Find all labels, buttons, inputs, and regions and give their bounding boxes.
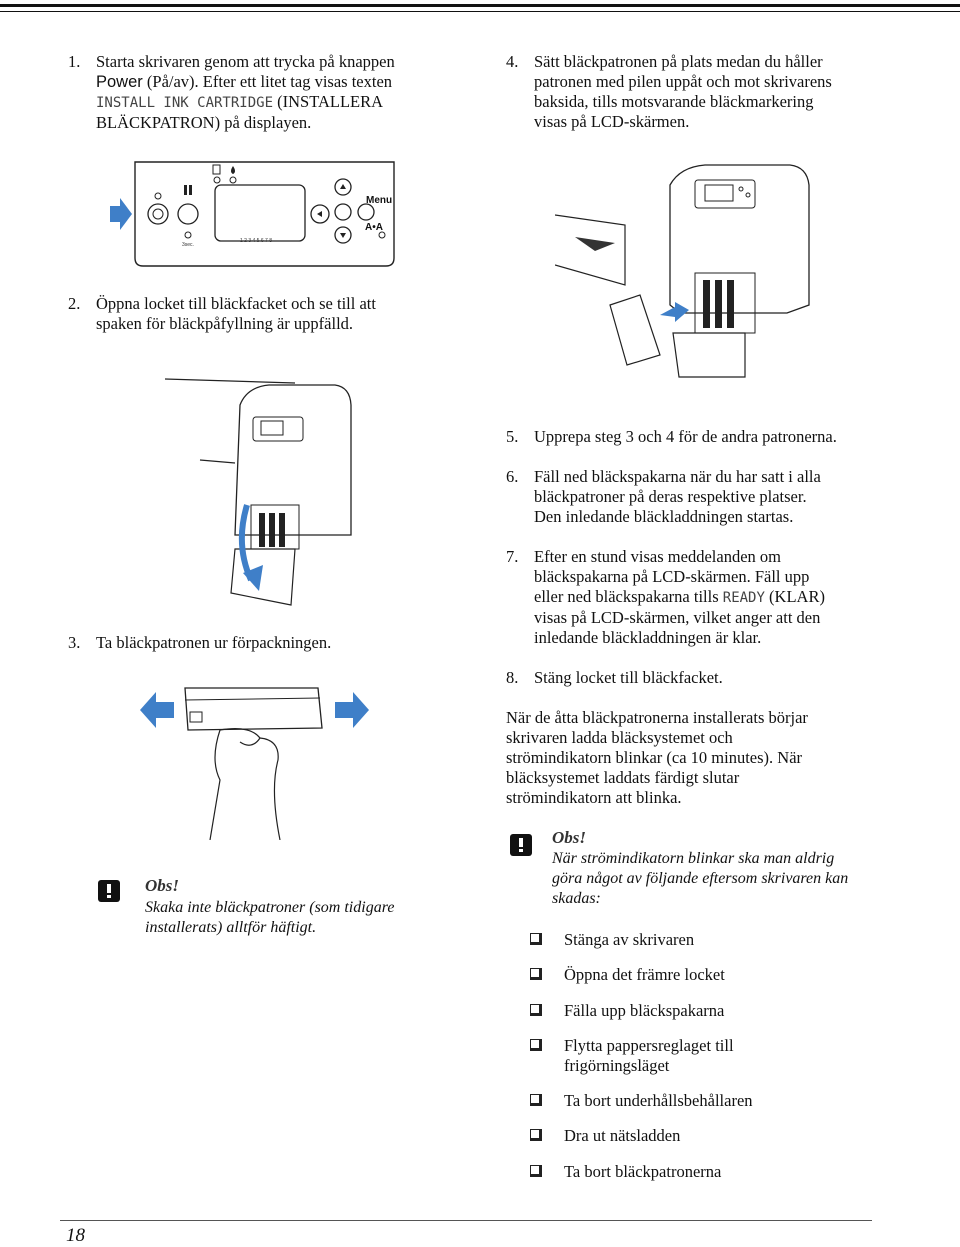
step-text: visas på LCD-skärmen, vilket anger att den [534,608,821,627]
list-item [530,965,870,985]
paragraph-line: skrivaren ladda bläcksystemet och [506,728,733,747]
step-5 [506,427,906,447]
printer-open-cover-illustration [165,365,365,615]
step-text: Ta bläckpatronen ur förpackningen. [96,633,332,652]
paragraph-line: bläcksystemet laddats färdigt slutar [506,768,740,787]
list-item-text: Flytta pappersreglaget till frigörningsläget [564,1036,734,1075]
step-text: Sätt bläckpatronen på plats medan du håller [534,52,823,71]
step-4 [506,52,906,132]
arrow-right-icon [335,692,369,728]
step-text: BLÄCKPATRON) på displayen. [96,113,312,132]
note-line: När strömindikatorn blinkar ska man aldrig [552,850,835,867]
list-item-text: Ta bort bläckpatronerna [564,1162,722,1181]
step-text: (KLAR) [769,587,825,606]
lcd-message: READY [722,590,765,606]
note-line: Skaka inte bläckpatroner (som tidigare [145,899,395,916]
checkbox-bullet-icon [530,933,542,945]
hold-3sec-label: 3sec. [182,242,194,248]
list-item [530,930,870,950]
note-title: Obs! [552,828,587,847]
header-rule-thin [0,11,960,12]
list-item [530,1126,870,1146]
checkbox-bullet-icon [530,1129,542,1141]
step-number: 1. [68,52,81,71]
note-line: göra något av följande eftersom skrivaren kan [552,870,849,887]
step-text: bläckspakarna på LCD-skärmen. Fäll upp [534,567,810,586]
paragraph-line: När de åtta bläckpatronerna installerats börjar [506,708,808,727]
step-8 [506,668,906,688]
list-item [530,1162,870,1182]
step-text: eller ned bläckspakarna tills [534,587,719,606]
cartridge-in-hand-illustration [140,680,370,840]
control-panel-illustration [110,158,400,270]
step-text: baksida, tills motsvarande bläckmarkering [534,92,814,111]
step-number: 8. [506,668,519,687]
arrow-left-icon [140,692,174,728]
step-text: spaken för bläckpåfyllning är uppfälld. [96,314,354,333]
arrow-insert-icon [660,302,689,322]
step-number: 2. [68,294,81,313]
step-number: 5. [506,427,519,446]
step-number: 6. [506,467,519,486]
ink-slots-label: 1 2 3 4 5 6 7 8 [240,238,272,244]
checkbox-bullet-icon [530,1165,542,1177]
step-text: (På/av). Efter ett litet tag visas texten [146,72,393,91]
header-rule-thick [0,4,960,7]
step-number: 3. [68,633,81,652]
list-item-text: Ta bort underhållsbehållaren [564,1091,753,1110]
list-item-text: Dra ut nätsladden [564,1126,681,1145]
list-item-text: Öppna det främre locket [564,965,725,984]
step-1 [68,52,468,132]
checkbox-bullet-icon [530,1039,542,1051]
page-number: 18 [66,1225,85,1246]
note-text [145,898,465,938]
step-text: patronen med pilen uppåt och mot skrivarens [534,72,832,91]
note-line: installerats) alltför häftigt. [145,919,317,936]
step-2 [68,294,468,334]
step-text: Stäng locket till bläckfacket. [534,668,723,687]
status-paragraph [506,708,886,808]
paragraph-line: strömindikatorn blinkar (ca 10 minutes). När [506,748,803,767]
footer-rule [60,1220,872,1221]
list-item-text: Fälla upp bläckspakarna [564,1001,725,1020]
step-7 [506,547,906,647]
step-text: bläckpatroner på deras respektive platser. [534,487,807,506]
step-text: inledande bläckladdningen är klar. [534,628,762,647]
step-6 [506,467,906,527]
step-text: (INSTALLERA [277,92,384,111]
caution-icon [98,880,120,902]
checkbox-bullet-icon [530,1094,542,1106]
lcd-message: INSTALL INK CARTRIDGE [96,95,274,111]
step-number: 4. [506,52,519,71]
step-number: 7. [506,547,519,566]
list-item-text: Stänga av skrivaren [564,930,695,949]
list-item [530,1036,870,1076]
step-text: Efter en stund visas meddelanden om [534,547,781,566]
step-text: Den inledande bläckladdningen startas. [534,507,794,526]
step-text: Fäll ned bläckspakarna när du har satt i alla [534,467,821,486]
checkbox-bullet-icon [530,1004,542,1016]
power-button-label: Power [96,73,143,91]
note-line: skadas: [552,890,601,907]
list-item [530,1001,870,1021]
step-3 [68,633,468,653]
arrow-right-icon [110,198,132,230]
cartridge-insert-illustration [555,155,815,390]
note-title: Obs! [145,876,180,895]
caution-icon [510,834,532,856]
step-text: Öppna locket till bläckfacket och se till att [96,294,376,313]
checkbox-bullet-icon [530,968,542,980]
step-text: visas på LCD-skärmen. [534,112,690,131]
note-text [552,849,882,909]
step-text: Upprepa steg 3 och 4 för de andra patronerna. [534,427,837,446]
list-item [530,1091,870,1111]
step-text: Starta skrivaren genom att trycka på knappen [96,52,395,71]
aa-label: A•A [365,222,383,233]
menu-label: Menu [366,195,393,206]
paragraph-line: strömindikatorn att blinka. [506,788,682,807]
